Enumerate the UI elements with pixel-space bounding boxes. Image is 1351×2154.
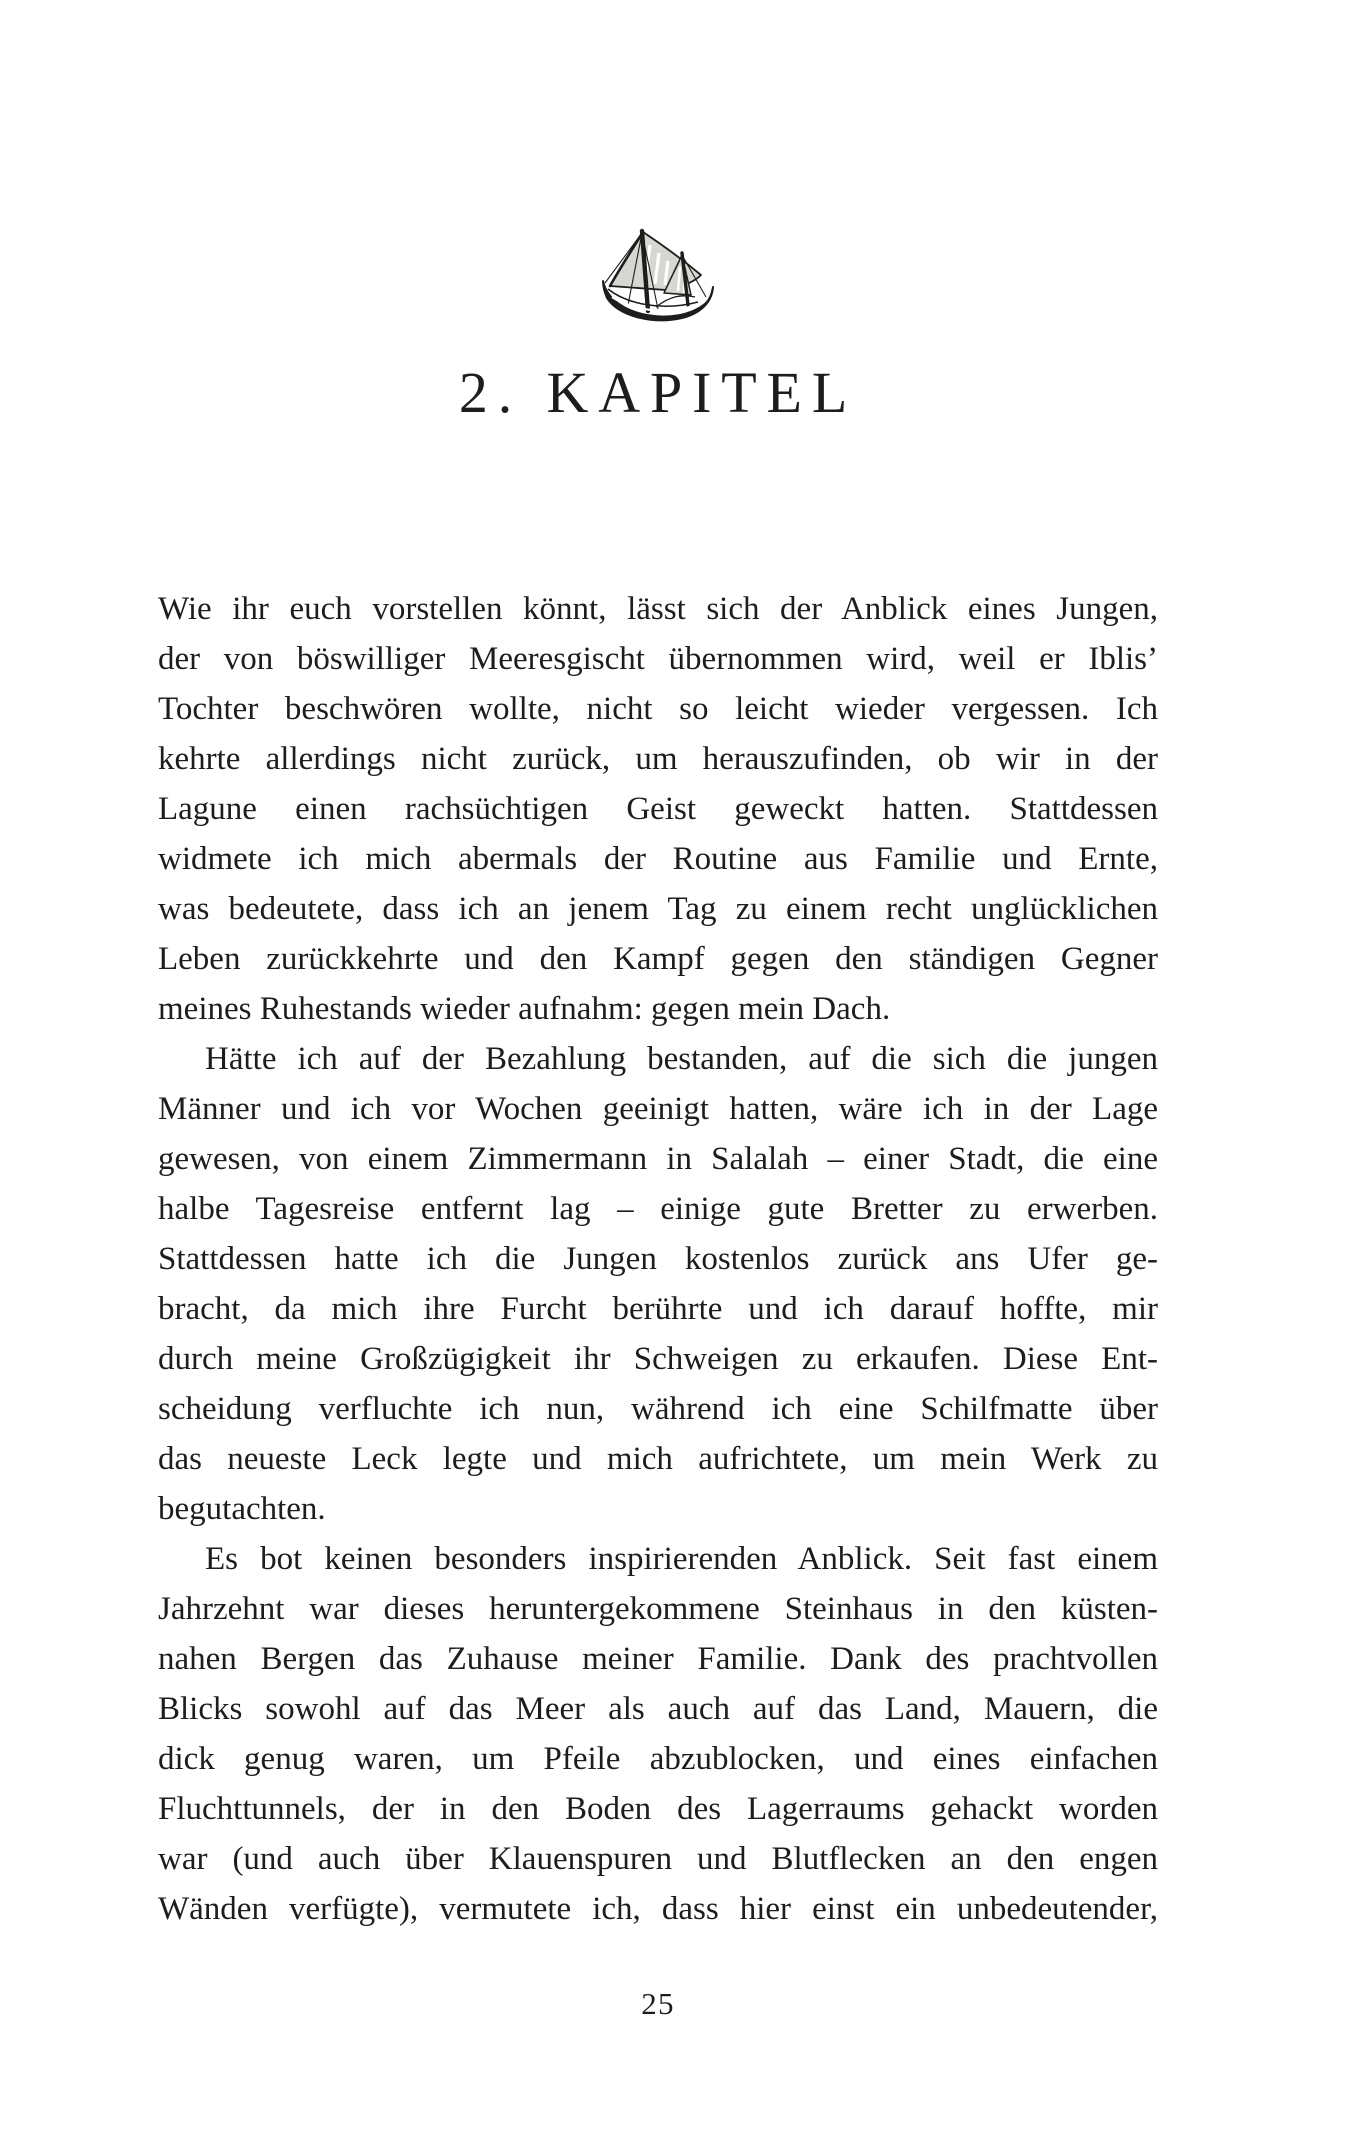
text-line: Fluchttunnels, der in den Boden des Lagerraums gehackt worden (158, 1791, 1158, 1827)
text-line: Lagune einen rachsüchtigen Geist geweckt hatten. Stattdessen (158, 791, 1158, 827)
text-line: war (und auch über Klauenspuren und Blutflecken an den engen (158, 1841, 1158, 1877)
paragraph (158, 1034, 1158, 1534)
text-line: bracht, da mich ihre Furcht berührte und ich darauf hoffte, mir (158, 1291, 1158, 1327)
paragraph (158, 584, 1158, 1034)
text-line: Wie ihr euch vorstellen könnt, lässt sich der Anblick eines Jungen, (158, 591, 1158, 627)
text-line: Wänden verfügte), vermutete ich, dass hier einst ein unbedeutender, (158, 1891, 1158, 1927)
chapter-heading: 2. KAPITEL (458, 360, 858, 425)
text-line: Tochter beschwören wollte, nicht so leicht wieder vergessen. Ich (158, 691, 1158, 727)
text-line: Es bot keinen besonders inspirierenden Anblick. Seit fast einem (205, 1541, 1158, 1577)
text-line: widmete ich mich abermals der Routine aus Familie und Ernte, (158, 841, 1158, 877)
text-line: Leben zurückkehrte und den Kampf gegen den ständigen Gegner (158, 941, 1158, 977)
text-line: Jahrzehnt war dieses heruntergekommene Steinhaus in den küsten- (158, 1591, 1158, 1627)
text-line: dick genug waren, um Pfeile abzublocken, und eines einfachen (158, 1741, 1158, 1777)
text-line: halbe Tagesreise entfernt lag – einige gute Bretter zu erwerben. (158, 1191, 1158, 1227)
text-line: Hätte ich auf der Bezahlung bestanden, auf die sich die jungen (205, 1041, 1158, 1077)
text-line: meines Ruhestands wieder aufnahm: gegen mein Dach. (158, 991, 891, 1027)
dhow-sailboat-icon (598, 224, 718, 326)
text-line: nahen Bergen das Zuhause meiner Familie. Dank des prachtvollen (158, 1641, 1158, 1677)
body-text (158, 584, 1158, 1934)
text-line: Männer und ich vor Wochen geeinigt hatten, wäre ich in der Lage (158, 1091, 1158, 1127)
text-line: Stattdessen hatte ich die Jungen kostenlos zurück ans Ufer ge- (158, 1241, 1158, 1277)
text-line: Blicks sowohl auf das Meer als auch auf das Land, Mauern, die (158, 1691, 1158, 1727)
text-line: kehrte allerdings nicht zurück, um herauszufinden, ob wir in der (158, 741, 1158, 777)
text-line: scheidung verfluchte ich nun, während ich eine Schilfmatte über (158, 1391, 1158, 1427)
text-line: gewesen, von einem Zimmermann in Salalah – einer Stadt, die eine (158, 1141, 1158, 1177)
text-line: der von böswilliger Meeresgischt übernommen wird, weil er Iblis’ (158, 641, 1158, 677)
text-line: was bedeutete, dass ich an jenem Tag zu einem recht unglücklichen (158, 891, 1158, 927)
text-line: begutachten. (158, 1491, 326, 1527)
text-line: durch meine Großzügigkeit ihr Schweigen zu erkaufen. Diese Ent- (158, 1341, 1158, 1377)
text-line: das neueste Leck legte und mich aufrichtete, um mein Werk zu (158, 1441, 1158, 1477)
paragraph (158, 1534, 1158, 1934)
page-number: 25 (641, 1986, 675, 2021)
